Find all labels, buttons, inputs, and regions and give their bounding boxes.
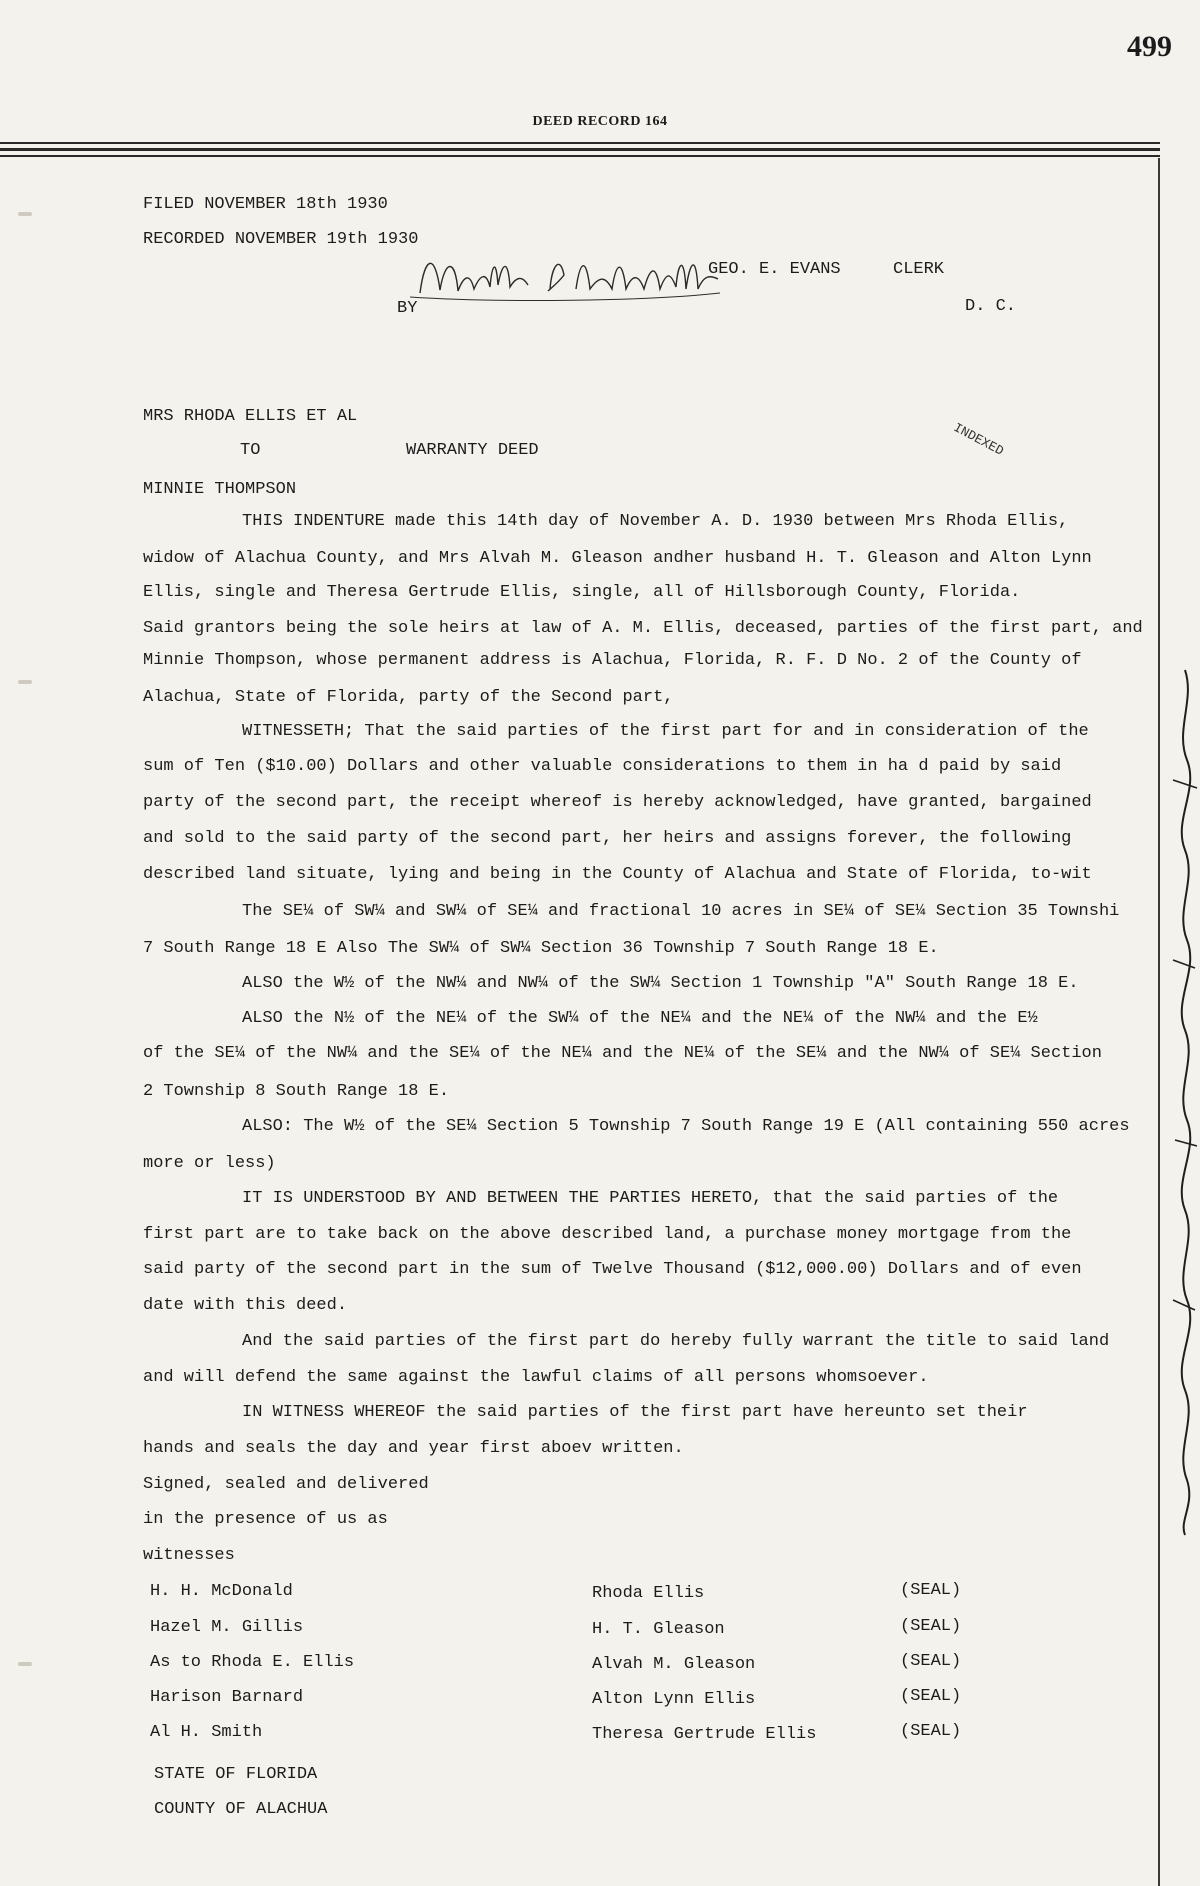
grantee-name: MINNIE THOMPSON xyxy=(143,480,297,499)
header-rule-3 xyxy=(0,155,1160,157)
right-margin-line xyxy=(1158,158,1160,1886)
clerk-name: GEO. E. EVANS xyxy=(708,260,841,279)
seal-label: (SEAL) xyxy=(900,1687,962,1706)
deed-body-line: ALSO: The W½ of the SE¼ Section 5 Township 7 South Range 19 E (All containing 550 acres xyxy=(242,1117,1130,1136)
to-label: TO xyxy=(240,441,261,460)
deed-body-line: in the presence of us as xyxy=(143,1510,388,1529)
by-label: BY xyxy=(397,299,418,318)
deed-body-line: party of the second part, the receipt whereof is hereby acknowledged, have granted, bargained xyxy=(143,793,1092,812)
deed-body-line: And the said parties of the first part do hereby fully warrant the title to said land xyxy=(242,1332,1110,1351)
page-number: 499 xyxy=(1127,30,1172,63)
witness-name: Hazel M. Gillis xyxy=(150,1618,304,1637)
deed-body-line: Signed, sealed and delivered xyxy=(143,1475,429,1494)
deputy-clerk-signature xyxy=(400,245,800,315)
deed-body-line: hands and seals the day and year first aboev written. xyxy=(143,1439,684,1458)
grantor-name: MRS RHODA ELLIS ET AL xyxy=(143,407,358,426)
signer-name: Rhoda Ellis xyxy=(592,1584,705,1603)
deed-body-line: and sold to the said party of the second part, her heirs and assigns forever, the following xyxy=(143,829,1072,848)
deed-body-line: Ellis, single and Theresa Gertrude Ellis, single, all of Hillsborough County, Florida. xyxy=(143,583,1021,602)
clerk-title: CLERK xyxy=(893,260,945,279)
deed-body-line: described land situate, lying and being in the County of Alachua and State of Florida, to-wit xyxy=(143,865,1092,884)
deed-body-line: more or less) xyxy=(143,1154,276,1173)
indexed-stamp: INDEXED xyxy=(950,420,1007,459)
deed-body-line: IN WITNESS WHEREOF the said parties of the first part have hereunto set their xyxy=(242,1403,1028,1422)
deed-body-line: Alachua, State of Florida, party of the Second part, xyxy=(143,688,674,707)
handwritten-margin-note xyxy=(1165,660,1200,1540)
punch-mark xyxy=(18,212,32,216)
deed-type: WARRANTY DEED xyxy=(406,441,539,460)
seal-label: (SEAL) xyxy=(900,1652,962,1671)
witness-name: H. H. McDonald xyxy=(150,1582,293,1601)
deputy-clerk-title: D. C. xyxy=(965,297,1017,316)
punch-mark xyxy=(18,1662,32,1666)
header-rule-2 xyxy=(0,148,1160,151)
witness-name: Harison Barnard xyxy=(150,1688,304,1707)
deed-body-line: date with this deed. xyxy=(143,1296,348,1315)
signer-name: H. T. Gleason xyxy=(592,1620,725,1639)
deed-body-line: The SE¼ of SW¼ and SW¼ of SE¼ and fractional 10 acres in SE¼ of SE¼ Section 35 Townshi xyxy=(242,902,1120,921)
deed-body-line: ALSO the N½ of the NE¼ of the SW¼ of the NE¼ and the NE¼ of the NW¼ and the E½ xyxy=(242,1009,1038,1028)
seal-label: (SEAL) xyxy=(900,1722,962,1741)
deed-body-line: ALSO the W½ of the NW¼ and NW¼ of the SW¼ Section 1 Township "A" South Range 18 E. xyxy=(242,974,1079,993)
seal-label: (SEAL) xyxy=(900,1617,962,1636)
witness-name: Al H. Smith xyxy=(150,1723,263,1742)
filed-date: FILED NOVEMBER 18th 1930 xyxy=(143,195,388,214)
deed-body-line: and will defend the same against the lawful claims of all persons whomsoever. xyxy=(143,1368,929,1387)
signer-name: Alvah M. Gleason xyxy=(592,1655,756,1674)
witness-name: As to Rhoda E. Ellis xyxy=(150,1653,355,1672)
deed-body-line: 7 South Range 18 E Also The SW¼ of SW¼ Section 36 Township 7 South Range 18 E. xyxy=(143,939,939,958)
seal-label: (SEAL) xyxy=(900,1581,962,1600)
deed-body-line: first part are to take back on the above described land, a purchase money mortgage from the xyxy=(143,1225,1072,1244)
recorded-date: RECORDED NOVEMBER 19th 1930 xyxy=(143,230,419,249)
deed-body-line: widow of Alachua County, and Mrs Alvah M. Gleason andher husband H. T. Gleason and Alton Lynn xyxy=(143,549,1092,568)
deed-body-line: Said grantors being the sole heirs at law of A. M. Ellis, deceased, parties of the first part, and xyxy=(143,619,1143,638)
deed-body-line: WITNESSETH; That the said parties of the first part for and in consideration of the xyxy=(242,722,1089,741)
ack-county: COUNTY OF ALACHUA xyxy=(154,1800,328,1819)
deed-body-line: said party of the second part in the sum of Twelve Thousand ($12,000.00) Dollars and of even xyxy=(143,1260,1082,1279)
book-title: DEED RECORD 164 xyxy=(532,114,668,129)
signer-name: Theresa Gertrude Ellis xyxy=(592,1725,817,1744)
signer-name: Alton Lynn Ellis xyxy=(592,1690,756,1709)
deed-body-line: 2 Township 8 South Range 18 E. xyxy=(143,1082,450,1101)
deed-body-line: witnesses xyxy=(143,1546,235,1565)
deed-body-line: Minnie Thompson, whose permanent address is Alachua, Florida, R. F. D No. 2 of the County of xyxy=(143,651,1082,670)
header-rule-1 xyxy=(0,142,1160,144)
deed-body-line: sum of Ten ($10.00) Dollars and other valuable considerations to them in ha d paid by said xyxy=(143,757,1062,776)
deed-body-line: THIS INDENTURE made this 14th day of November A. D. 1930 between Mrs Rhoda Ellis, xyxy=(242,512,1069,531)
deed-body-line: IT IS UNDERSTOOD BY AND BETWEEN THE PARTIES HERETO, that the said parties of the xyxy=(242,1189,1059,1208)
ack-state: STATE OF FLORIDA xyxy=(154,1765,318,1784)
punch-mark xyxy=(18,680,32,684)
deed-body-line: of the SE¼ of the NW¼ and the SE¼ of the NE¼ and the NE¼ of the SE¼ and the NW¼ of SE¼ Section xyxy=(143,1044,1102,1063)
